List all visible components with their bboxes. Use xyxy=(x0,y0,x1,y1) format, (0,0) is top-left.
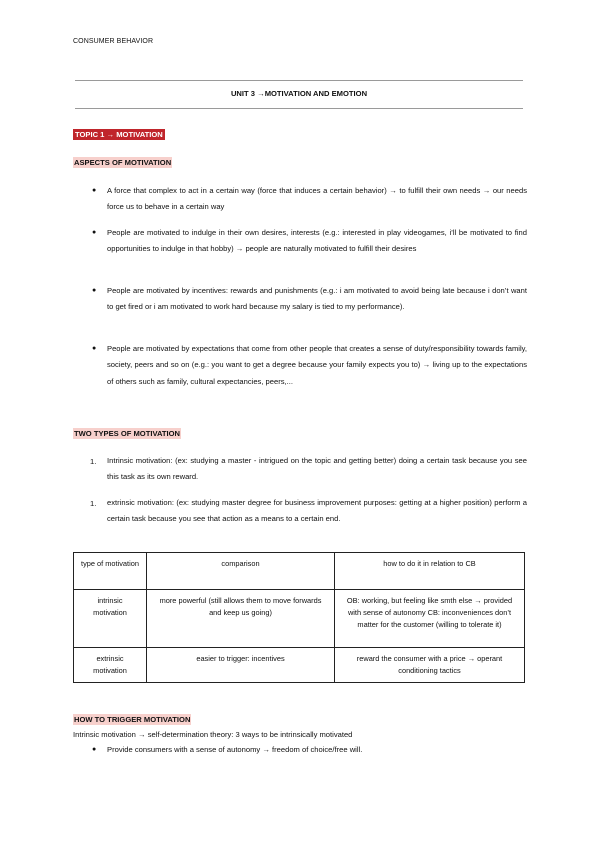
trigger-bullet-1: Provide consumers with a sense of autonomy → freedom of choice/free will. xyxy=(107,745,363,754)
aspects-bullet-3: People are motivated by incentives: rewards and punishments (e.g.: i am motivated to avoid being late because i don’t want to get fired or i am motivated to work hard because my salary is tied to my performance). xyxy=(107,286,527,312)
table-cell: intrinsic motivation xyxy=(74,590,147,648)
table-header-cell: how to do it in relation to CB xyxy=(335,553,525,590)
table-cell: reward the consumer with a price → operant conditioning tactics xyxy=(335,648,525,683)
aspects-bullet-4: People are motivated by expectations that come from other people that creates a sense of duty/responsibility towards family, society, peers and so on (e.g.: you want to get a degree because your family expects you to) → living up to the expectations of others such as family, cultural expectancies, peers,... xyxy=(107,344,527,386)
bullet-marker: ● xyxy=(92,187,97,194)
unit-title: UNIT 3 →MOTIVATION AND EMOTION xyxy=(230,89,368,98)
title-top-rule xyxy=(75,80,523,81)
trigger-intro: Intrinsic motivation → self-determination theory: 3 ways to be intrinsically motivated xyxy=(73,730,353,739)
bullet-marker: ● xyxy=(92,345,97,352)
table-row xyxy=(74,590,525,648)
table-cell: more powerful (still allows them to move forwards and keep us going) xyxy=(147,590,335,648)
list-number: 1. xyxy=(90,457,97,466)
extrinsic-definition: extrinsic motivation: (ex: studying master degree for business improvement purposes: getting at a higher position) perform a certain task because you see that action as a means to a certain end. xyxy=(107,498,527,524)
bullet-marker: ● xyxy=(92,287,97,294)
table-cell: easier to trigger: incentives xyxy=(147,648,335,683)
table-header-cell: type of motivation xyxy=(74,553,147,590)
running-header: CONSUMER BEHAVIOR xyxy=(73,38,154,45)
table-cell: extrinsic motivation xyxy=(74,648,147,683)
aspects-heading: ASPECTS OF MOTIVATION xyxy=(74,158,172,167)
bullet-marker: ● xyxy=(92,229,97,236)
list-number: 1. xyxy=(90,499,97,508)
title-bottom-rule xyxy=(75,108,523,109)
table-header-cell: comparison xyxy=(147,553,335,590)
motivation-comparison-table xyxy=(73,552,525,683)
trigger-heading: HOW TO TRIGGER MOTIVATION xyxy=(74,715,191,724)
table-cell: OB: working, but feeling like smth else → provided with sense of autonomy CB: inconveniences don’t matter for the customer (willing to tolerate it) xyxy=(335,590,525,648)
intrinsic-definition: Intrinsic motivation: (ex: studying a master - intrigued on the topic and getting better) doing a certain task because you see this task as its own reward. xyxy=(107,456,527,482)
aspects-bullet-1: A force that complex to act in a certain way (force that induces a certain behavior) → to fulfill their own needs → our needs force us to behave in a certain way xyxy=(107,186,527,212)
aspects-bullet-2: People are motivated to indulge in their own desires, interests (e.g.: interested in play videogames, i’ll be motivated to find opportunities to indulge in that hobby) → people are naturally motivated to fulfill their desires xyxy=(107,228,527,254)
table-row xyxy=(74,648,525,683)
two-types-heading: TWO TYPES OF MOTIVATION xyxy=(74,429,181,438)
table-header-row xyxy=(74,553,525,590)
bullet-marker: ● xyxy=(92,746,97,753)
topic-heading: TOPIC 1 → MOTIVATION xyxy=(75,130,163,139)
